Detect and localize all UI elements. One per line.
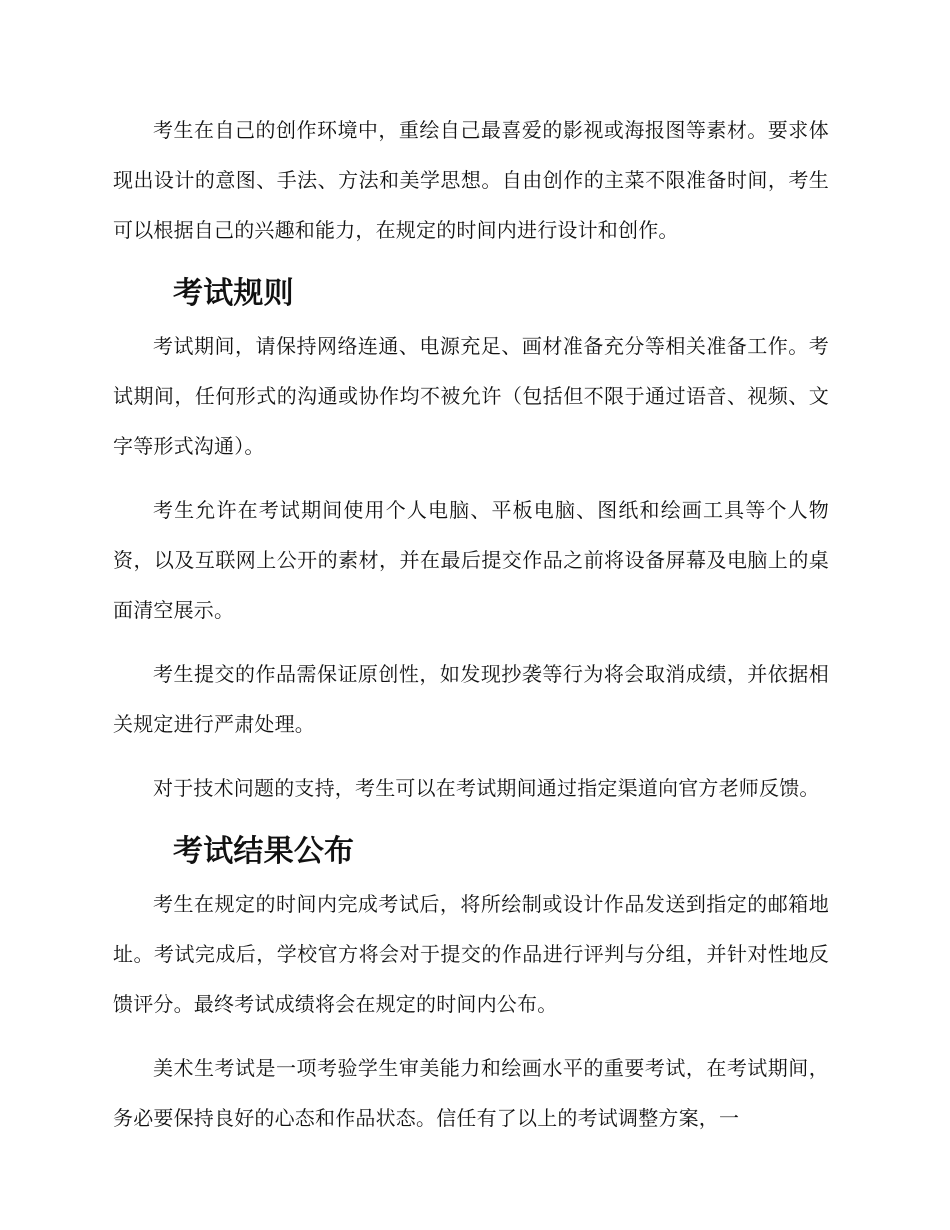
rules-heading: 考试规则 [173, 276, 294, 311]
rules-paragraph-4: 对于技术问题的支持，考生可以在考试期间通过指定渠道向官方老师反馈。 [153, 776, 820, 800]
rules-paragraph-1: 考试期间，请保持网络连通、电源充足、画材准备充分等相关准备工作。考试期间，任何形式的沟通或协作均不被允许（包括但不限于通过语音、视频、文字等形式沟通）。 [113, 334, 829, 458]
intro-paragraph: 考生在自己的创作环境中，重绘自己最喜爱的影视或海报图等素材。要求体现出设计的意图、手法、方法和美学思想。自由创作的主菜不限准备时间，考生可以根据自己的兴趣和能力，在规定的时间内进行设计和创作。 [113, 118, 829, 242]
document-page [113, 105, 829, 1157]
rules-paragraph-3: 考生提交的作品需保证原创性，如发现抄袭等行为将会取消成绩，并依据相关规定进行严肃处理。 [113, 662, 829, 736]
results-paragraph-2: 美术生考试是一项考验学生审美能力和绘画水平的重要考试，在考试期间，务必要保持良好的心态和作品状态。信任有了以上的考试调整方案，一 [113, 1056, 829, 1130]
results-heading: 考试结果公布 [173, 834, 355, 869]
rules-paragraph-2: 考生允许在考试期间使用个人电脑、平板电脑、图纸和绘画工具等个人物资，以及互联网上公开的素材，并在最后提交作品之前将设备屏幕及电脑上的桌面清空展示。 [113, 498, 829, 622]
results-paragraph-1: 考生在规定的时间内完成考试后，将所绘制或设计作品发送到指定的邮箱地址。考试完成后，学校官方将会对于提交的作品进行评判与分组，并针对性地反馈评分。最终考试成绩将会在规定的时间内公布。 [113, 892, 829, 1016]
